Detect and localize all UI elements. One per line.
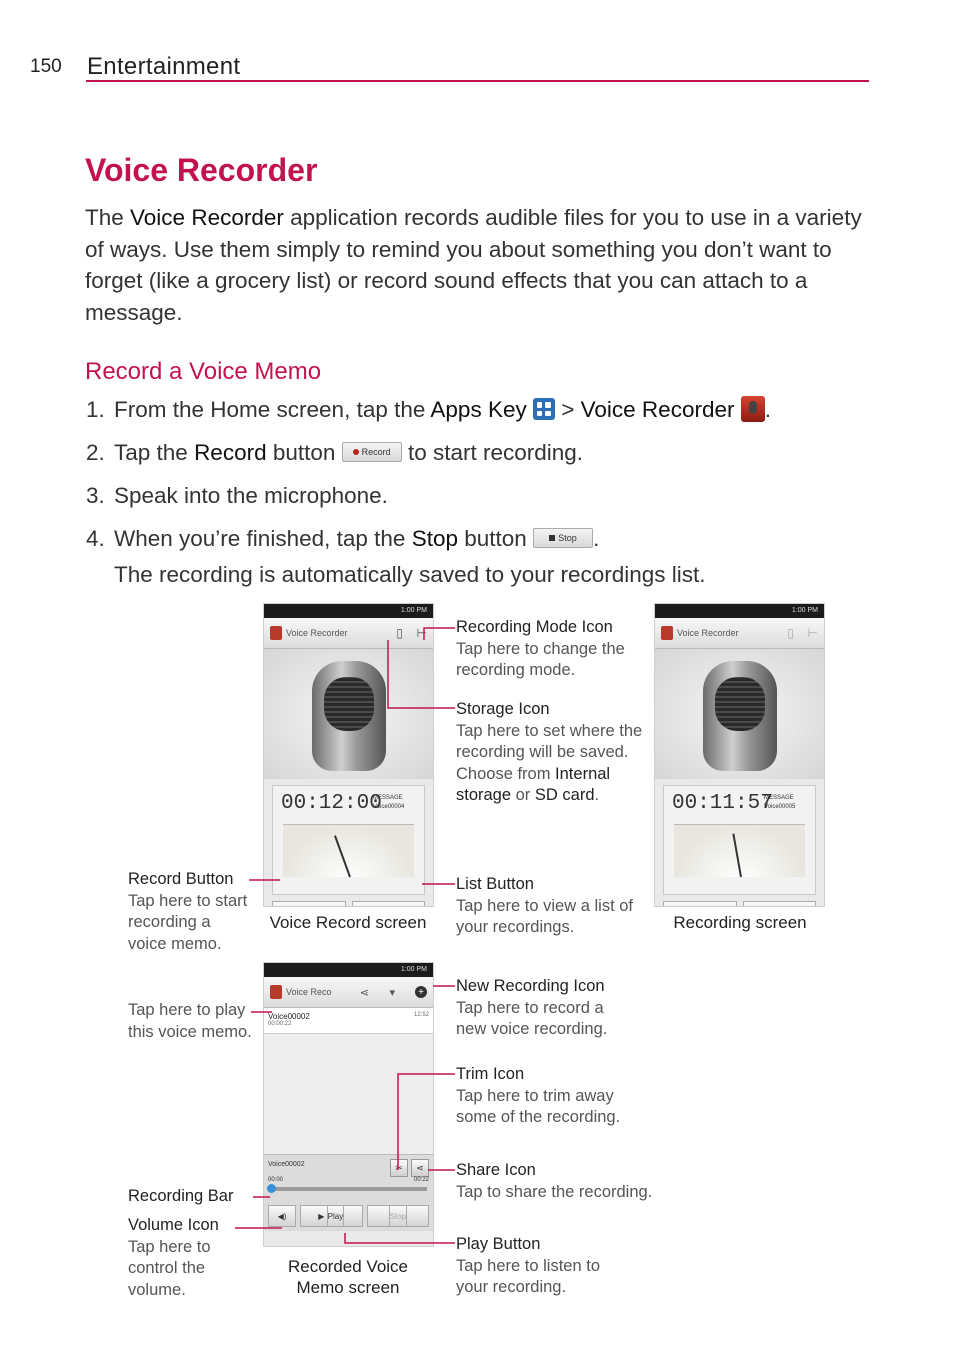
share-menu-icon[interactable]: ⋖ <box>359 986 369 999</box>
step-4-note: The recording is automatically saved to your recordings list. <box>114 562 706 587</box>
step-3: 3. Speak into the microphone. <box>86 483 388 508</box>
storage-icon[interactable]: ▯ <box>396 626 403 640</box>
step-2: 2. Tap the Record button Record to start recording. <box>86 440 584 465</box>
subsection-title: Record a Voice Memo <box>85 358 322 385</box>
callout-list-button: List Button Tap here to view a list of your recordings. <box>456 875 634 936</box>
recording-mode-icon[interactable]: ⊢ <box>416 626 427 640</box>
intro-app-name: Voice Recorder <box>130 205 284 230</box>
new-recording-icon[interactable]: + <box>415 986 427 998</box>
callout-storage: Storage Icon Tap here to set where the recording will be saved. Choose from Internal storage or SD card. <box>456 700 643 804</box>
app-bar: Voice Reco ⋖ ▾ + <box>264 977 433 1008</box>
callout-recording-bar: Recording Bar <box>128 1187 234 1205</box>
volume-icon[interactable]: ◀) <box>268 1205 296 1227</box>
level-meter: 00:12:00 MESSAGE Voice00004 <box>272 785 425 895</box>
callout-recording-mode: Recording Mode Icon Tap here to change the recording mode. <box>456 618 625 679</box>
page-title: Voice Recorder <box>85 152 318 188</box>
section-title: Entertainment <box>87 53 241 80</box>
callout-share: Share Icon Tap to share the recording. <box>456 1161 653 1201</box>
delete-icon[interactable]: ▾ <box>389 986 395 999</box>
status-bar: 1:00 PM <box>264 963 433 977</box>
app-bar: Voice Recorder ▯ ⊢ <box>264 618 433 649</box>
caption-recording: Recording screen <box>673 913 807 932</box>
caption-recorded-memo: Recorded Voice Memo screen <box>287 1257 409 1297</box>
callout-play-button: Play Button Tap here to listen to your recording. <box>456 1235 601 1296</box>
stop-button: Stop <box>367 1205 430 1227</box>
callout-volume: Volume Icon Tap here to control the volume. <box>128 1216 219 1299</box>
playback-panel: Voice00002 ✂ ⋖ 00:00 00:22 ◀) ▶ Play Stop <box>264 1154 433 1231</box>
intro-paragraph: The Voice Recorder application records audible files for you to use in a variety of ways. Use them simply to remind you about something you don’t want to forget (like a grocery list) or record sound effects that you can attach to a message. <box>85 205 862 325</box>
step-4: 4. When you’re finished, tap the Stop button Stop . <box>86 526 600 551</box>
step-1: 1. From the Home screen, tap the Apps Key > Voice Recorder . <box>86 397 772 422</box>
status-bar: 1:00 PM <box>264 604 433 618</box>
timer-display: 00:11:57 <box>672 792 773 815</box>
storage-icon: ▯ <box>787 626 794 640</box>
list-item[interactable]: Voice00002 00:00:22 12:52 <box>264 1008 433 1034</box>
callout-trim: Trim Icon Tap here to trim away some of the recording. <box>456 1065 621 1126</box>
status-bar: 1:00 PM <box>655 604 824 618</box>
callout-record-button: Record Button Tap here to start recording a voice memo. <box>128 870 248 953</box>
caption-voice-record: Voice Record screen <box>269 913 427 932</box>
timer-display: 00:12:00 <box>281 792 382 815</box>
stop-button-icon: Stop <box>533 528 593 548</box>
page-number: 150 <box>30 56 62 77</box>
play-button[interactable]: ▶ Play <box>300 1205 363 1227</box>
level-meter: 00:11:57 MESSAGE Voice00005 <box>663 785 816 895</box>
trim-icon[interactable]: ✂ <box>390 1159 408 1177</box>
callout-play-memo: Tap here to play this voice memo. <box>128 1001 252 1041</box>
record-button-icon: Record <box>342 442 402 462</box>
callout-new-recording: New Recording Icon Tap here to record a new voice recording. <box>456 977 608 1038</box>
share-icon[interactable]: ⋖ <box>411 1159 429 1177</box>
recording-mode-icon: ⊢ <box>807 626 818 640</box>
app-bar: Voice Recorder ▯ ⊢ <box>655 618 824 649</box>
